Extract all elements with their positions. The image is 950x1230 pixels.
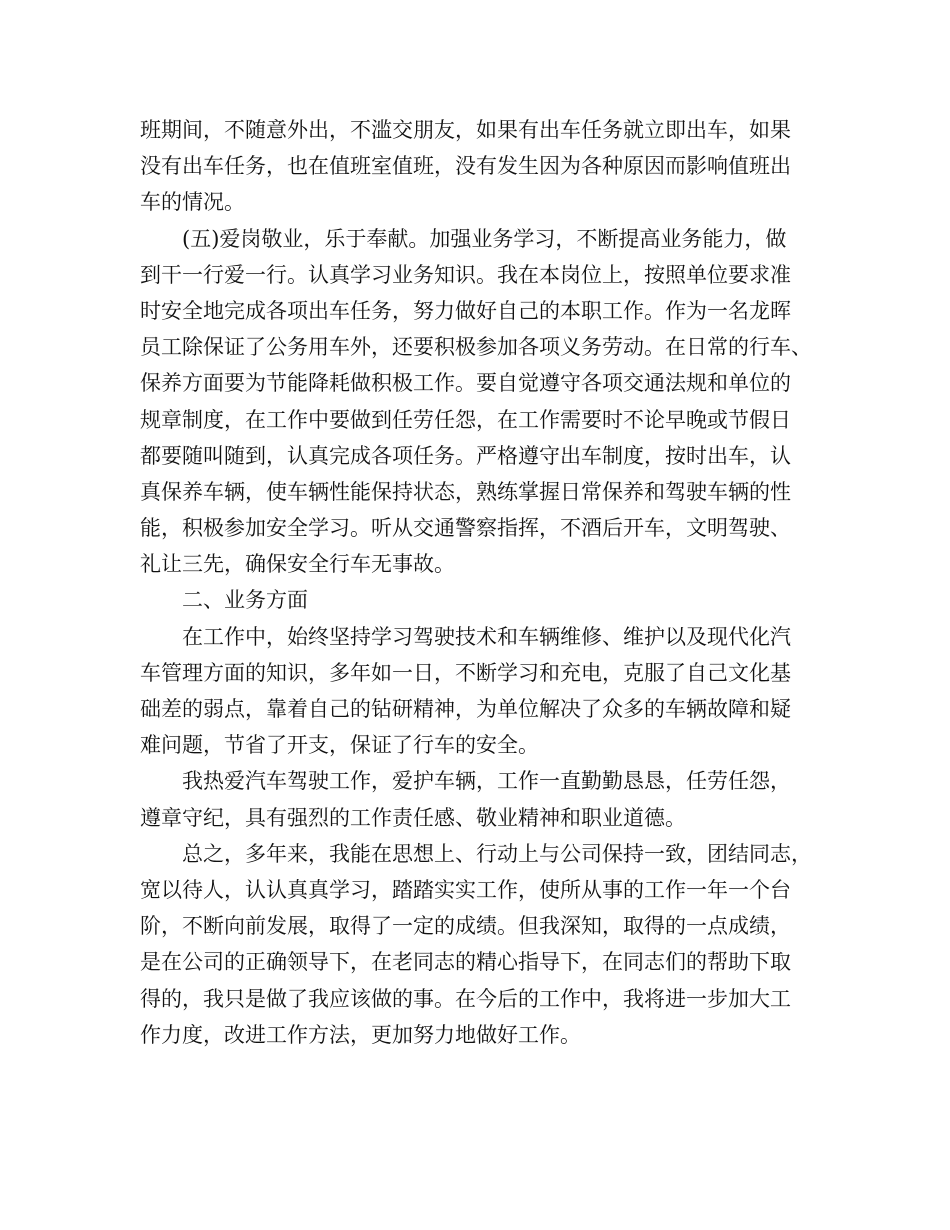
text-line: 总之，多年来，我能在思想上、行动上与公司保持一致，团结同志， (182, 841, 812, 866)
text-line: 遵章守纪，具有强烈的工作责任感、敬业精神和职业道德。 (140, 805, 686, 830)
text-line: 车管理方面的知识，多年如一日，不断学习和充电，克服了自己文化基 (140, 660, 791, 685)
text-line: 宽以待人，认认真真学习，踏踏实实工作，使所从事的工作一年一个台 (140, 877, 791, 902)
text-line: 真保养车辆，使车辆性能保持状态，熟练掌握日常保养和驾驶车辆的性 (140, 479, 791, 504)
text-line: 是在公司的正确领导下，在老同志的精心指导下，在同志们的帮助下取 (140, 950, 791, 975)
text-line: 都要随叫随到，认真完成各项任务。严格遵守出车制度，按时出车，认 (140, 443, 791, 468)
text-line: 得的，我只是做了我应该做的事。在今后的工作中，我将进一步加大工 (140, 986, 791, 1011)
text-line: 在工作中，始终坚持学习驾驶技术和车辆维修、维护以及现代化汽 (182, 624, 791, 649)
text-line: (五)爱岗敬业，乐于奉献。加强业务学习，不断提高业务能力，做 (182, 226, 787, 251)
text-line: 到干一行爱一行。认真学习业务知识。我在本岗位上，按照单位要求准 (140, 262, 791, 287)
text-line: 礼让三先，确保安全行车无事故。 (140, 552, 455, 577)
text-line: 阶，不断向前发展，取得了一定的成绩。但我深知，取得的一点成绩， (140, 914, 791, 939)
text-line: 保养方面要为节能降耗做积极工作。要自觉遵守各项交通法规和单位的 (140, 371, 791, 396)
text-line: 作力度，改进工作方法，更加努力地做好工作。 (140, 1022, 581, 1047)
text-line: 班期间，不随意外出，不滥交朋友，如果有出车任务就立即出车，如果 (140, 118, 791, 142)
text-line: 难问题，节省了开支，保证了行车的安全。 (140, 733, 539, 758)
text-line: 员工除保证了公务用车外，还要积极参加各项义务劳动。在日常的行车、 (140, 335, 812, 360)
text-line: 础差的弱点，靠着自己的钻研精神，为单位解决了众多的车辆故障和疑 (140, 697, 791, 721)
text-line: 时安全地完成各项出车任务，努力做好自己的本职工作。作为一名龙晖 (140, 298, 791, 323)
text-line: 规章制度，在工作中要做到任劳任怨，在工作需要时不论早晚或节假日 (140, 407, 791, 432)
document-body (140, 112, 820, 1053)
text-line: 二、业务方面 (182, 588, 308, 613)
text-line: 能，积极参加安全学习。听从交通警察指挥，不酒后开车，文明驾驶、 (140, 516, 791, 541)
text-line: 车的情况。 (140, 190, 245, 215)
text-line: 我热爱汽车驾驶工作，爱护车辆，工作一直勤勤恳恳，任劳任怨， (182, 769, 791, 794)
text-line: 没有出车任务，也在值班室值班，没有发生因为各种原因而影响值班出 (140, 154, 791, 179)
